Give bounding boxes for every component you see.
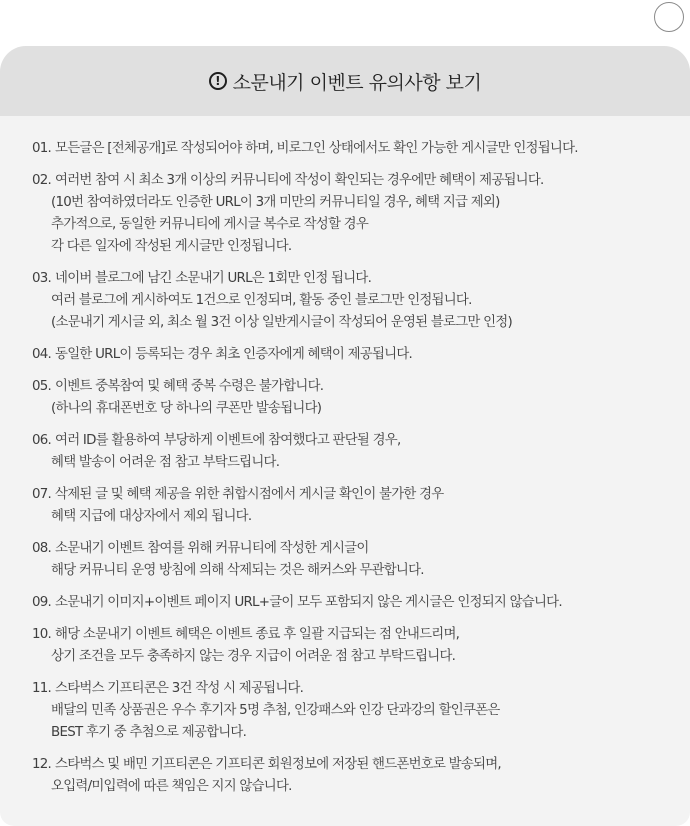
rule-text xyxy=(51,538,690,582)
rule-line: 오입력/미입력에 따른 책임은 지지 않습니다. xyxy=(51,779,292,794)
rule-item xyxy=(32,754,690,798)
rule-line: BEST 후기 중 추첨으로 제공합니다. xyxy=(51,725,247,740)
rule-item xyxy=(32,484,690,528)
rule-line: 해당 소문내기 이벤트 혜택은 이벤트 종료 후 일괄 지급되는 점 안내드리며, xyxy=(55,627,460,642)
rule-item xyxy=(32,138,690,160)
rule-item xyxy=(32,376,690,420)
rule-number: 12. xyxy=(32,757,52,772)
rule-text xyxy=(55,592,690,614)
rule-line: 삭제된 글 및 혜택 제공을 위한 취합시점에서 게시글 확인이 불가한 경우 xyxy=(55,487,444,502)
rule-line: 추가적으로, 동일한 커뮤니티에 게시글 복수로 작성할 경우 xyxy=(51,217,369,232)
notice-title: 소문내기 이벤트 유의사항 보기 xyxy=(232,71,482,94)
rule-line: 소문내기 이벤트 참여를 위해 커뮤니티에 작성한 게시글이 xyxy=(55,541,369,556)
rule-text xyxy=(51,624,690,668)
rule-text xyxy=(51,170,690,258)
rule-line: 상기 조건을 모두 충족하지 않는 경우 지급이 어려운 점 참고 부탁드립니다. xyxy=(51,649,456,664)
rule-line: 스타벅스 및 배민 기프티콘은 기프티콘 회원정보에 저장된 핸드폰번호로 발송되며, xyxy=(55,757,501,772)
rule-item xyxy=(32,170,690,258)
rule-line: 배달의 민족 상품권은 우수 후기자 5명 추첨, 인강패스와 인강 단과강의 할인쿠폰은 xyxy=(51,703,500,718)
rule-item xyxy=(32,344,690,366)
rule-text xyxy=(51,376,690,420)
rule-number: 09. xyxy=(32,595,52,610)
notice-panel xyxy=(0,46,690,826)
rule-number: 08. xyxy=(32,541,52,556)
rule-number: 02. xyxy=(32,173,52,188)
rule-line: 스타벅스 기프티콘은 3건 작성 시 제공됩니다. xyxy=(55,681,304,696)
rule-line: (하나의 휴대폰번호 당 하나의 쿠폰만 발송됩니다) xyxy=(51,401,322,416)
rule-item xyxy=(32,624,690,668)
notice-header-inner xyxy=(209,68,482,95)
rule-line: 혜택 지급에 대상자에서 제외 됩니다. xyxy=(51,509,252,524)
rule-item xyxy=(32,538,690,582)
rule-line: 여러번 참여 시 최소 3개 이상의 커뮤니티에 작성이 확인되는 경우에만 혜택이 제공됩니다. xyxy=(55,173,544,188)
rule-text xyxy=(51,484,690,528)
rule-text xyxy=(55,344,690,366)
close-button[interactable] xyxy=(654,2,684,32)
rule-item xyxy=(32,268,690,334)
rule-number: 05. xyxy=(32,379,52,394)
rule-item xyxy=(32,430,690,474)
rule-line: (소문내기 게시글 외, 최소 월 3건 이상 일반게시글이 작성되어 운영된 블로그만 인정) xyxy=(51,315,512,330)
rule-number: 07. xyxy=(32,487,52,502)
rules-list xyxy=(0,116,690,798)
rule-line: 소문내기 이미지+이벤트 페이지 URL+글이 모두 포함되지 않은 게시글은 인정되지 않습니다. xyxy=(55,595,562,610)
rule-number: 04. xyxy=(32,347,52,362)
rule-line: 모든글은 [전체공개]로 작성되어야 하며, 비로그인 상태에서도 확인 가능한 게시글만 인정됩니다. xyxy=(55,141,578,156)
rule-number: 01. xyxy=(32,141,52,156)
rule-line: 각 다른 일자에 작성된 게시글만 인정됩니다. xyxy=(51,239,292,254)
rule-line: 여러 ID를 활용하여 부당하게 이벤트에 참여했다고 판단될 경우, xyxy=(55,433,401,448)
rule-text xyxy=(51,678,690,744)
rule-line: 혜택 발송이 어려운 점 참고 부탁드립니다. xyxy=(51,455,280,470)
exclamation-circle-icon: ! xyxy=(209,72,227,90)
rule-text xyxy=(55,138,690,160)
notice-header[interactable] xyxy=(0,46,690,116)
rule-line: 해당 커뮤니티 운영 방침에 의해 삭제되는 것은 해커스와 무관합니다. xyxy=(51,563,424,578)
rule-item xyxy=(32,678,690,744)
rule-number: 03. xyxy=(32,271,52,286)
rule-number: 11. xyxy=(32,681,52,696)
rule-line: (10번 참여하였더라도 인증한 URL이 3개 미만의 커뮤니티일 경우, 혜택 지급 제외) xyxy=(51,195,500,210)
rule-text xyxy=(51,430,690,474)
rule-text xyxy=(51,268,690,334)
rule-number: 10. xyxy=(32,627,52,642)
rule-line: 여러 블로그에 게시하여도 1건으로 인정되며, 활동 중인 블로그만 인정됩니다. xyxy=(51,293,472,308)
rule-line: 이벤트 중복참여 및 혜택 중복 수령은 불가합니다. xyxy=(55,379,324,394)
rule-text xyxy=(51,754,690,798)
rule-item xyxy=(32,592,690,614)
rule-line: 네이버 블로그에 남긴 소문내기 URL은 1회만 인정 됩니다. xyxy=(55,271,372,286)
rule-number: 06. xyxy=(32,433,52,448)
rule-line: 동일한 URL이 등록되는 경우 최초 인증자에게 혜택이 제공됩니다. xyxy=(55,347,413,362)
